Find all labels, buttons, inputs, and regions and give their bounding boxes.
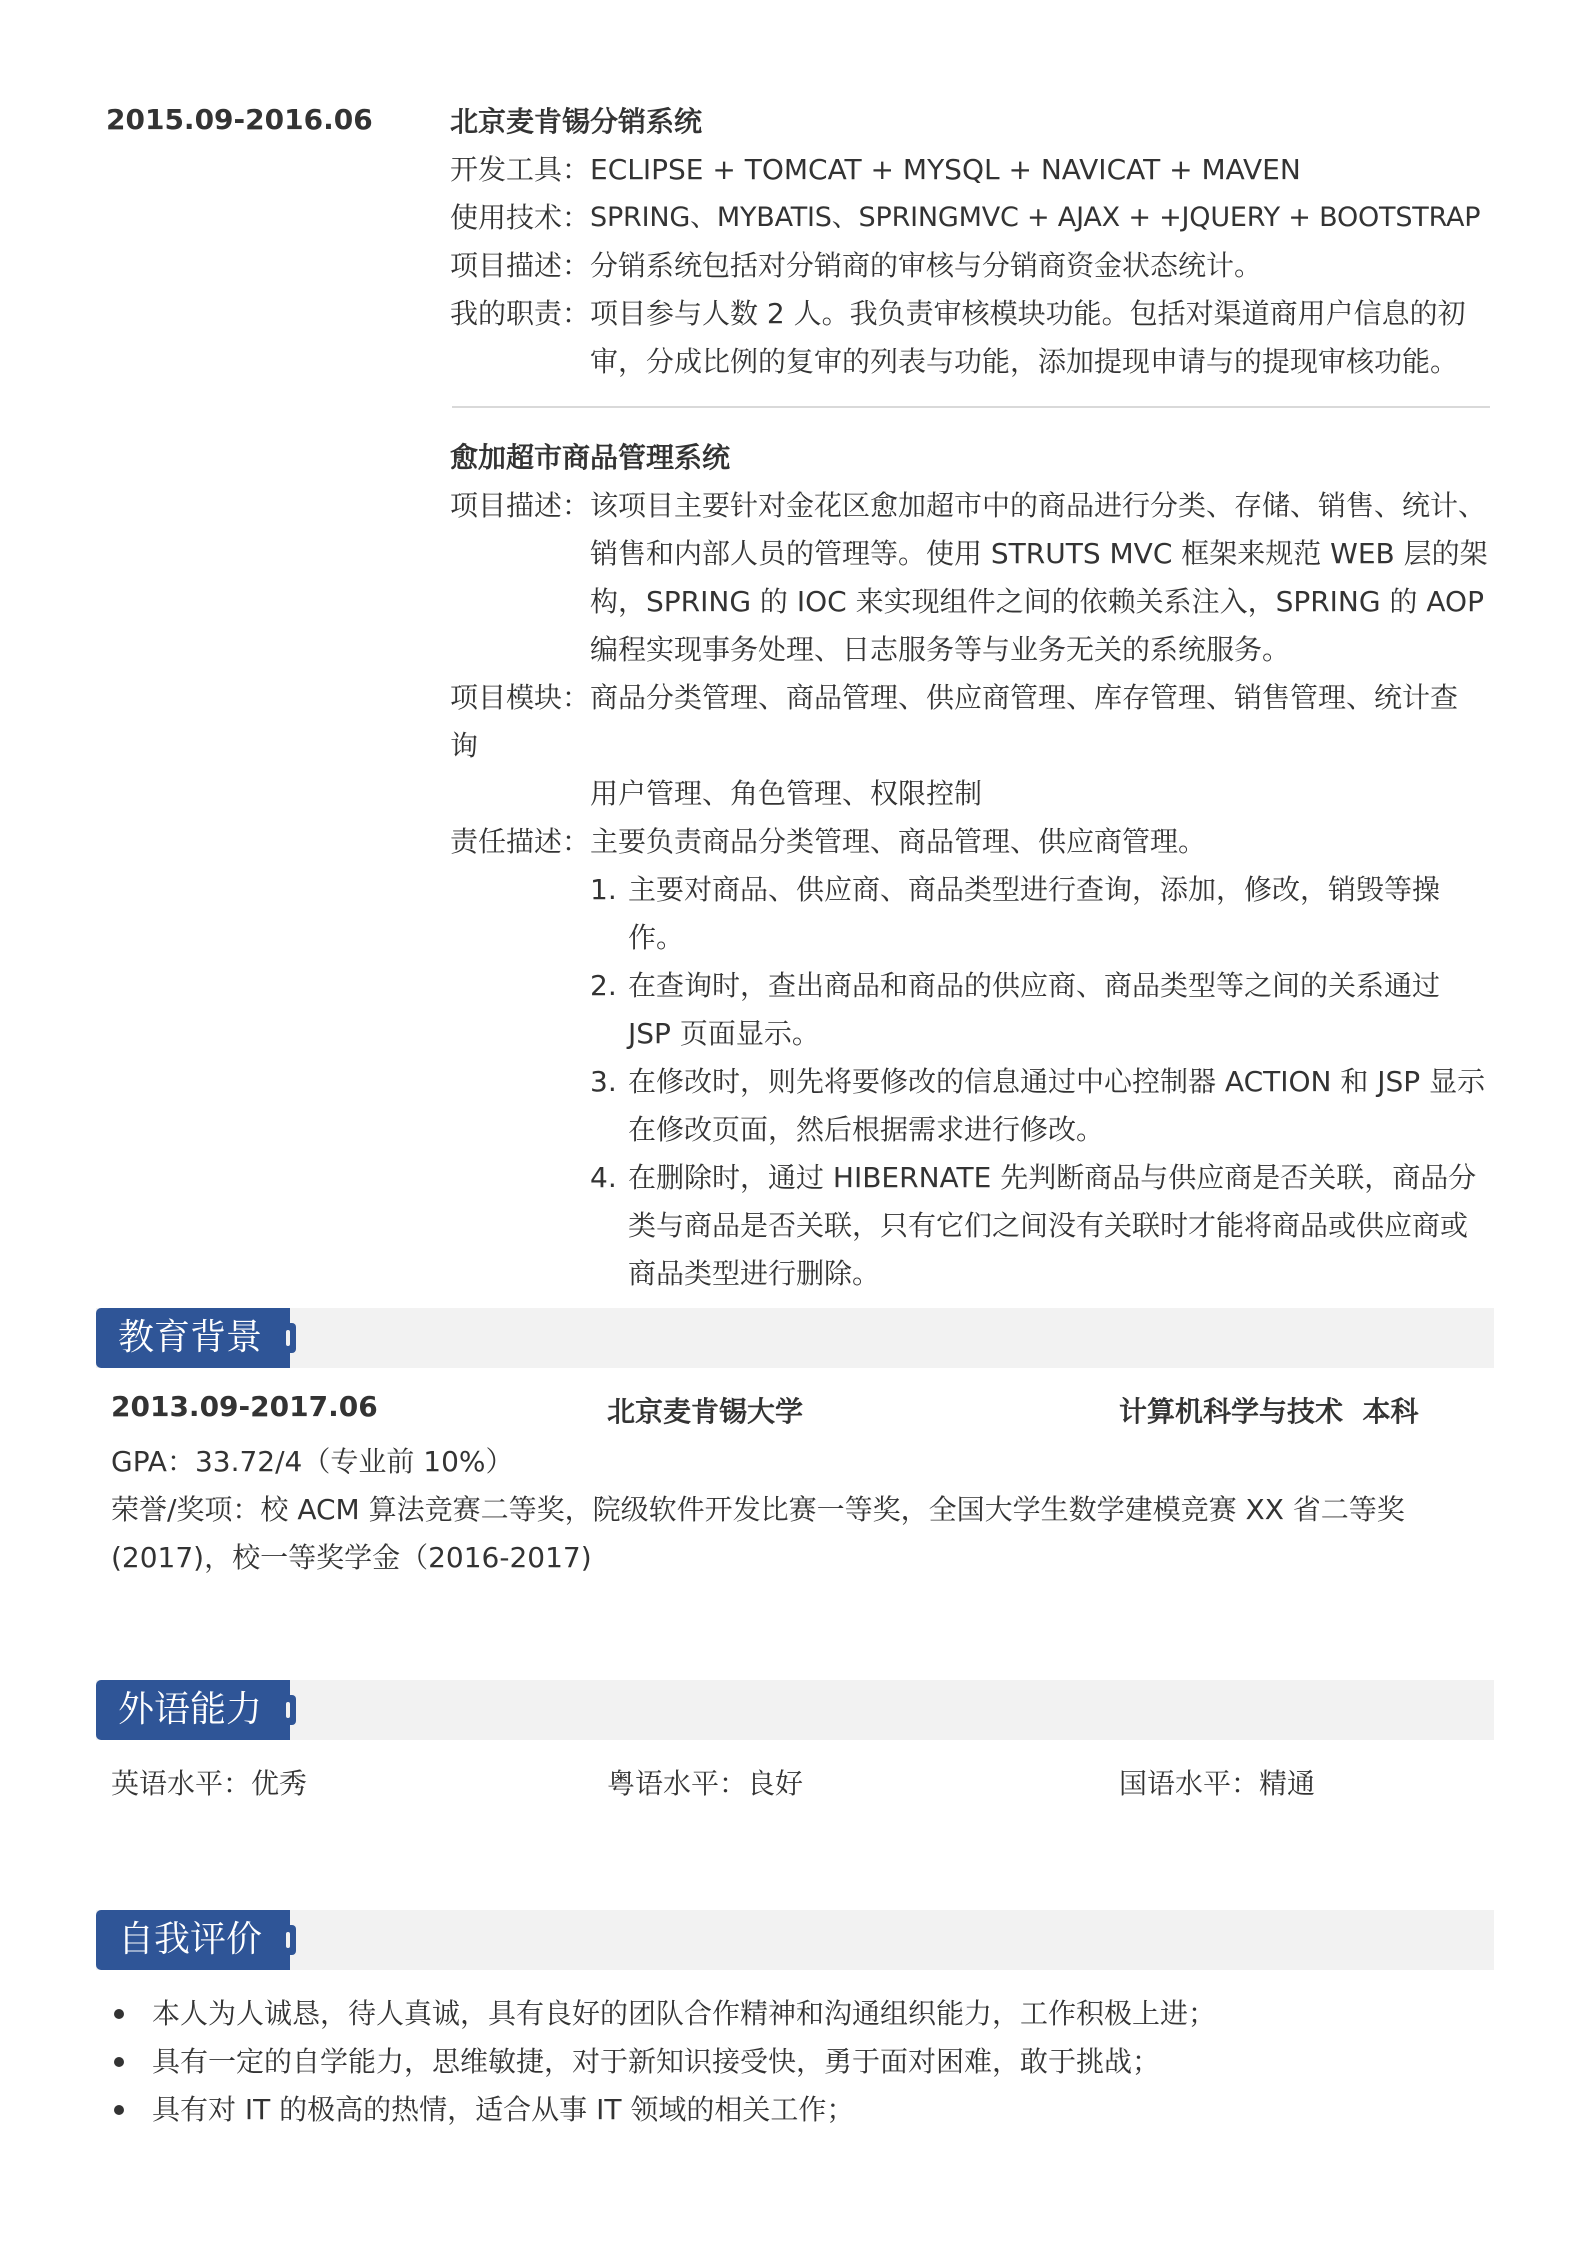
p2-module-line3: 用户管理、角色管理、权限控制 bbox=[590, 777, 983, 810]
item-number: 1. bbox=[590, 873, 617, 906]
item-number: 3. bbox=[590, 1065, 617, 1098]
education-school: 北京麦肯锡大学 bbox=[607, 1395, 804, 1428]
item-number: 4. bbox=[590, 1161, 617, 1194]
education-section-header bbox=[96, 1308, 1494, 1368]
item-number: 2. bbox=[590, 969, 617, 1002]
tech-label: 使用技术： bbox=[450, 201, 591, 234]
desc-label: 项目描述： bbox=[450, 249, 591, 282]
project-2-desc bbox=[450, 482, 1490, 674]
project-period: 2015.09-2016.06 bbox=[106, 103, 373, 136]
self-eval-text: 具有一定的自学能力，思维敏捷，对于新知识接受快，勇于面对困难，敢于挑战； bbox=[152, 2045, 1161, 2078]
language-header-tag bbox=[96, 1680, 290, 1740]
list-item bbox=[111, 2038, 1216, 2086]
self-eval-header-text: 自我评价 bbox=[118, 1919, 263, 1960]
p2-module-line1: 项目模块：商品分类管理、商品管理、供应商管理、库存管理、销售管理、统计查 bbox=[450, 681, 1459, 714]
project-1-tech bbox=[450, 194, 1490, 242]
tag-notch-icon bbox=[286, 1932, 290, 1948]
item-text: 主要对商品、供应商、商品类型进行查询，添加，修改，销毁等操作。 bbox=[628, 873, 1441, 954]
self-eval-list bbox=[111, 1990, 1216, 2134]
duty-value: 项目参与人数 2 人。我负责审核模块功能。包括对渠道商用户信息的初审，分成比例的复审的列表与功能，添加提现申请与的提现审核功能。 bbox=[590, 297, 1466, 378]
english-level: 英语水平：优秀 bbox=[111, 1767, 308, 1800]
item-text: 在删除时，通过 HIBERNATE 先判断商品与供应商是否关联，商品分类与商品是否关联，只有它们之间没有关联时才能将商品或供应商或商品类型进行删除。 bbox=[628, 1161, 1477, 1290]
self-eval-text: 本人为人诚恳，待人真诚，具有良好的团队合作精神和沟通组织能力，工作积极上进； bbox=[152, 1997, 1217, 2030]
language-header-text: 外语能力 bbox=[118, 1689, 263, 1730]
education-header-text: 教育背景 bbox=[118, 1317, 263, 1358]
self-eval-text: 具有对 IT 的极高的热情，适合从事 IT 领域的相关工作； bbox=[152, 2093, 855, 2126]
project-2-duty bbox=[450, 818, 1490, 866]
duty-label: 我的职责： bbox=[450, 297, 591, 330]
list-item bbox=[590, 1058, 1490, 1154]
language-section-header bbox=[96, 1680, 1494, 1740]
education-honors: 荣誉/奖项：校 ACM 算法竞赛二等奖，院级软件开发比赛一等奖，全国大学生数学建模竞赛 XX 省二等奖(2017)，校一等奖学金（2016-2017) bbox=[111, 1493, 1405, 1574]
item-text: 在修改时，则先将要修改的信息通过中心控制器 ACTION 和 JSP 显示在修改页面，然后根据需求进行修改。 bbox=[628, 1065, 1486, 1146]
self-eval-section-header bbox=[96, 1910, 1494, 1970]
cantonese-level: 粤语水平：良好 bbox=[607, 1767, 804, 1800]
list-item bbox=[590, 962, 1490, 1058]
project-2 bbox=[450, 434, 1490, 1298]
tag-notch-icon bbox=[286, 1702, 290, 1718]
list-item bbox=[111, 2086, 1216, 2134]
item-text: 在查询时，查出商品和商品的供应商、商品类型等之间的关系通过 JSP 页面显示。 bbox=[628, 969, 1441, 1050]
project-1-duty bbox=[450, 290, 1490, 386]
tools-value: ECLIPSE + TOMCAT + MYSQL + NAVICAT + MAVEN bbox=[590, 153, 1301, 186]
p2-module-line2: 询 bbox=[450, 729, 479, 762]
list-item bbox=[590, 1154, 1490, 1298]
desc-value: 分销系统包括对分销商的审核与分销商资金状态统计。 bbox=[590, 249, 1263, 282]
project-1-tools bbox=[450, 146, 1490, 194]
bullet-icon bbox=[114, 2105, 124, 2115]
project-divider bbox=[452, 406, 1490, 408]
list-item bbox=[590, 866, 1490, 962]
tools-label: 开发工具： bbox=[450, 153, 591, 186]
bullet-icon bbox=[114, 2009, 124, 2019]
p2-desc-value: 该项目主要针对金花区愈加超市中的商品进行分类、存储、销售、统计、销售和内部人员的管理等。使用 STRUTS MVC 框架来规范 WEB 层的架构，SPRING 的 IOC 来实现组件之间的依赖关系注入，SPRING 的 AOP 编程实现事务处理、日志服务等与业务无关的系统服务。 bbox=[590, 489, 1488, 666]
tag-notch-icon bbox=[286, 1330, 290, 1346]
project-1-title: 北京麦肯锡分销系统 bbox=[450, 105, 703, 138]
education-major: 计算机科学与技术 本科 bbox=[1119, 1395, 1419, 1428]
education-period: 2013.09-2017.06 bbox=[111, 1390, 378, 1423]
self-eval-header-tag bbox=[96, 1910, 290, 1970]
project-1-desc bbox=[450, 242, 1490, 290]
project-2-title: 愈加超市商品管理系统 bbox=[450, 441, 731, 474]
list-item bbox=[111, 1990, 1216, 2038]
p2-desc-label: 项目描述： bbox=[450, 489, 591, 522]
mandarin-level: 国语水平：精通 bbox=[1119, 1767, 1316, 1800]
education-header-tag bbox=[96, 1308, 290, 1368]
duty-list bbox=[450, 866, 1490, 1298]
p2-duty-label: 责任描述： bbox=[450, 825, 591, 858]
project-1 bbox=[450, 98, 1490, 386]
tech-value: SPRING、MYBATIS、SPRINGMVC + AJAX + +JQUERY + BOOTSTRAP bbox=[590, 202, 1481, 233]
education-gpa: GPA：33.72/4（专业前 10%） bbox=[111, 1445, 514, 1478]
bullet-icon bbox=[114, 2057, 124, 2067]
p2-duty-value: 主要负责商品分类管理、商品管理、供应商管理。 bbox=[590, 825, 1207, 858]
